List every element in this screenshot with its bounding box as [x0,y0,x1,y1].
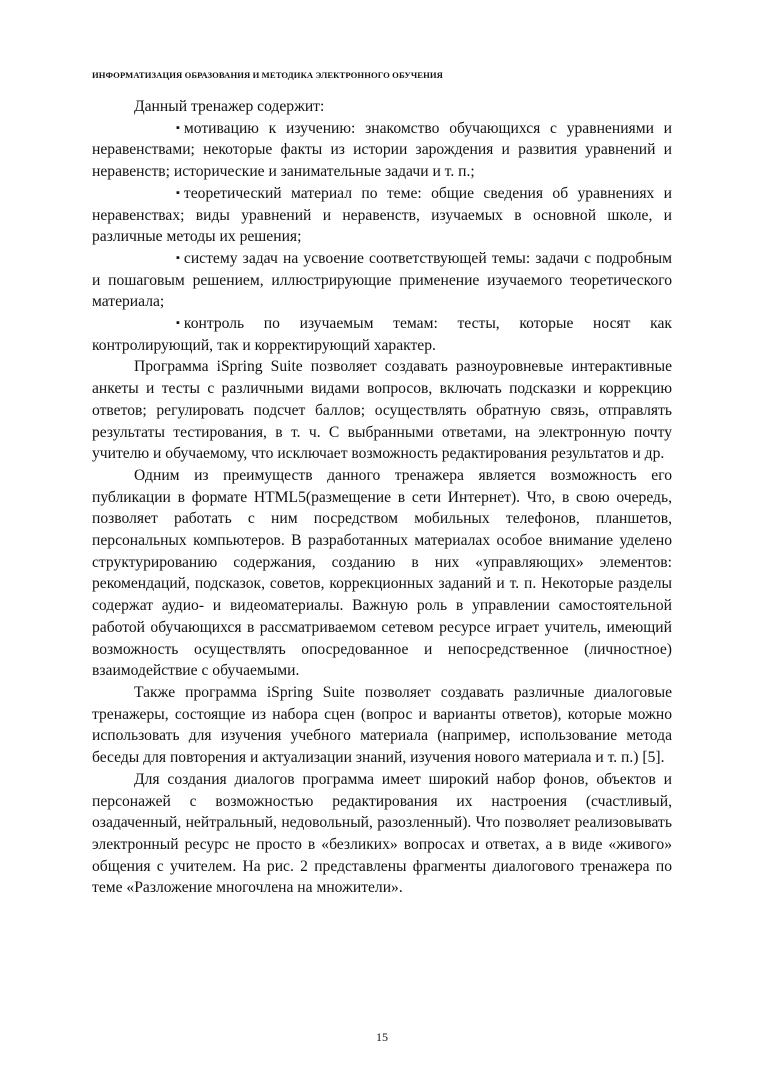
paragraph: Программа iSpring Suite позволяет создавать разноуровневые интерактивные анкеты и тесты с различными видами вопросов, включать подсказки и коррекцию ответов; регулировать подсчет баллов; осуществлять обратную связь, отправлять результаты тестирования, в т. ч. С выбранными ответами, на электронную почту учителю и обучаемому, что исключает возможность редактирования результатов и др. [92,358,672,463]
bullet-icon: ▪ [176,317,180,330]
bullet-icon: ▪ [176,121,180,134]
list-item-text: систему задач на усвоение соответствующей темы: задачи с подробным и пошаговым решением, иллюстрирующие применение изучаемого теоретического материала; [92,249,672,311]
intro-paragraph: Данный тренажер содержит: [134,98,325,115]
list-item-text: контроль по изучаемым темам: тесты, которые носят как контролирующий, так и корректирующий характер. [92,315,672,354]
list-item-text: мотивацию к изучению: знакомство обучающихся с уравнениями и неравенствами; некоторые факты из истории зарождения и развития уравнений и неравенств; исторические и занимательные задачи и т. п.; [92,119,672,181]
paragraph: Одним из преимуществ данного тренажера является возможность его публикации в формате HTML5(размещение в сети Интернет). Что, в свою очередь, позволяет работать с ним посредством мобильных телефонов, планшетов, персональных компьютеров. В разработанных материалах особое внимание уделено структурированию содержания, созданию в них «управляющих» элементов: рекомендаций, подсказок, советов, коррекционных заданий и т. п. Некоторые разделы содержат аудио- и видеоматериалы. Важную роль в управлении самостоятельной работой обучающихся в рассматриваемом сетевом ресурсе играет учитель, имеющий возможность осуществлять опосредованное и непосредственное (личностное) взаимодействие с обучаемыми. [92,466,672,680]
page-number: 15 [376,1030,388,1044]
bullet-icon: ▪ [176,186,180,199]
running-header: ИНФОРМАТИЗАЦИЯ ОБРАЗОВАНИЯ И МЕТОДИКА ЭЛЕКТРОННОГО ОБУЧЕНИЯ [92,70,443,80]
list-item [92,248,672,313]
paragraph: Также программа iSpring Suite позволяет создавать различные диалоговые тренажеры, состоящие из набора сцен (вопрос и варианты ответов), которые можно использовать для изучения учебного материала (например, использование метода беседы для повторения и актуализации знаний, изучения нового материала и т. п.) [5]. [92,683,672,767]
body-text [92,96,672,899]
list-item [92,118,672,183]
list-item [92,313,672,356]
bullet-icon: ▪ [176,251,180,264]
list-item [92,183,672,248]
list-item-text: теоретический материал по теме: общие сведения об уравнениях и неравенствах; виды уравнений и неравенств, изучаемых в основной школе, и различные методы их решения; [92,184,672,246]
paragraph: Для создания диалогов программа имеет широкий набор фонов, объектов и персонажей с возможностью редактирования их настроения (счастливый, озадаченный, нейтральный, недовольный, разозленный). Что позволяет реализовывать электронный ресурс не просто в «безликих» вопросах и ответах, а в виде «живого» общения с учителем. На рис. 2 представлены фрагменты диалогового тренажера по теме «Разложение многочлена на множители». [92,770,672,897]
